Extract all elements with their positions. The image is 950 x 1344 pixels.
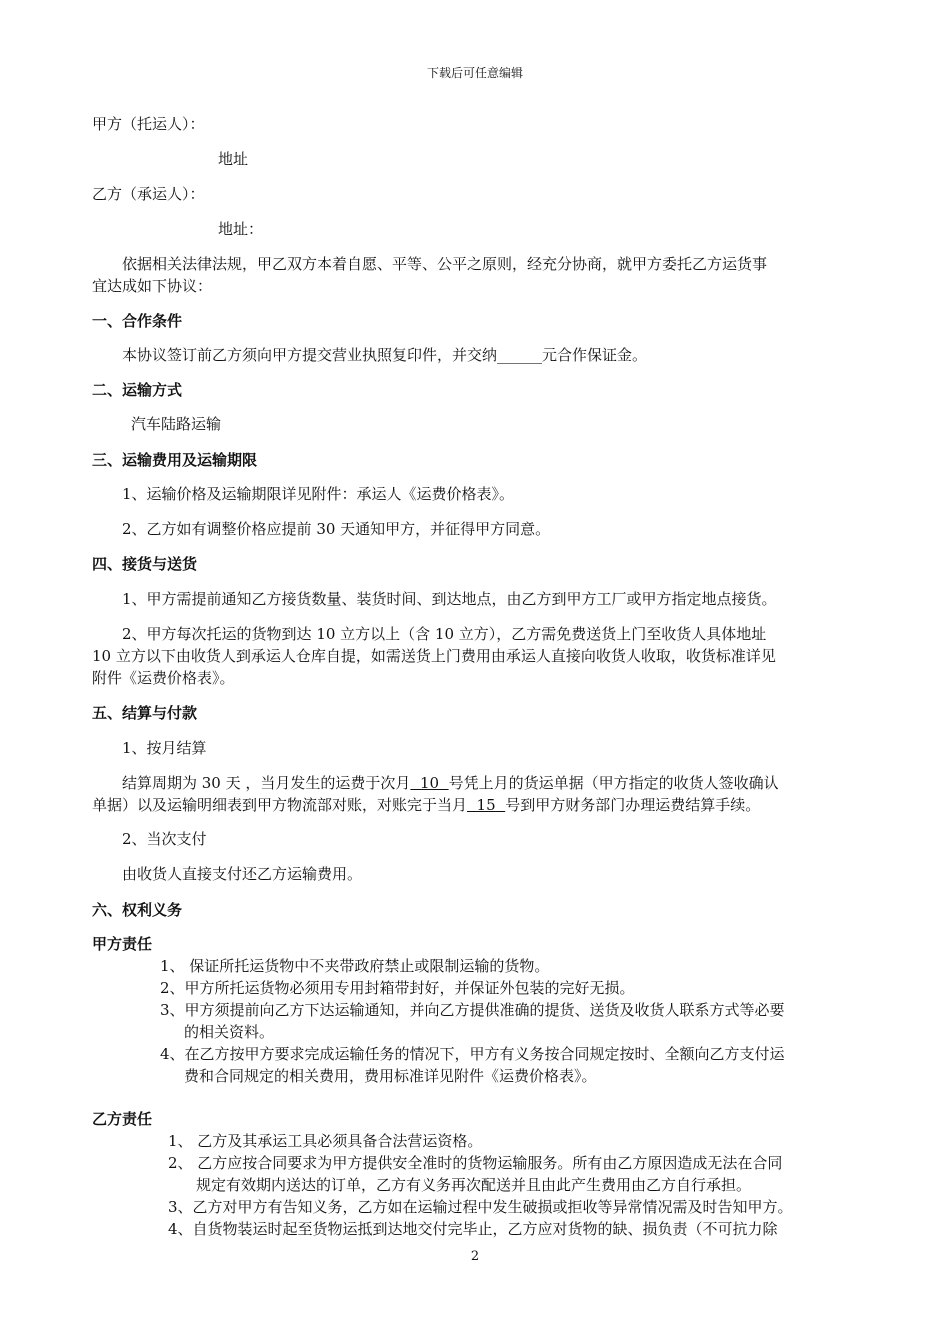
section-4-title: 四、接货与送货 — [92, 555, 198, 573]
party-a-resp-item-3-line-1: 3、甲方须提前向乙方下达运输通知，并向乙方提供准确的提货、送货及收货人联系方式等必要 — [160, 1001, 785, 1019]
section-4-item-2-line-1: 2、甲方每次托运的货物到达 10 立方以上（含 10 立方），乙方需免费送货上门至收货人具体地址 — [122, 625, 767, 643]
party-b-label: 乙方（承运人）： — [92, 185, 205, 203]
section-5-item-2: 2、当次支付 — [122, 830, 207, 848]
section-3-item-1: 1、运输价格及运输期限详见附件：承运人《运费价格表》。 — [122, 485, 515, 503]
party-b-resp-item-2-line-2: 规定有效期内送达的订单，乙方有义务再次配送并且由此产生费用由乙方自行承担。 — [196, 1176, 752, 1194]
section-2-title: 二、运输方式 — [92, 381, 183, 399]
section-3-item-2: 2、乙方如有调整价格应提前 30 天通知甲方，并征得甲方同意。 — [122, 520, 551, 538]
deposit-blank: ______ — [497, 346, 543, 364]
section-1-title: 一、合作条件 — [92, 312, 183, 330]
section-4-item-2-line-3: 附件《运费价格表》。 — [92, 669, 235, 687]
party-b-address: 地址： — [218, 220, 264, 238]
section-5-text: 由收货人直接支付还乙方运输费用。 — [122, 865, 363, 883]
page-number: 2 — [470, 1249, 480, 1264]
section-1-text: 本协议签订前乙方须向甲方提交营业执照复印件，并交纳______元合作保证金。 — [122, 346, 648, 364]
section-3-title: 三、运输费用及运输期限 — [92, 451, 258, 469]
intro-line-2: 宜达成如下协议： — [92, 277, 213, 295]
section-4-item-1: 1、甲方需提前通知乙方接货数量、装货时间、到达地点，由乙方到甲方工厂或甲方指定地点接货。 — [122, 590, 777, 608]
section-5-para-line-2: 单据）以及运输明细表到甲方物流部对账，对账完于当月 15 号到甲方财务部门办理运费结算手续。 — [92, 796, 761, 814]
section-4-item-2-line-2: 10 立方以下由收货人到承运人仓库自提，如需送货上门费用由承运人直接向收货人收取，收货标准详见 — [92, 647, 776, 665]
party-a-address: 地址 — [218, 150, 249, 168]
party-b-resp-item-3: 3、乙方对甲方有告知义务，乙方如在运输过程中发生破损或拒收等异常情况需及时告知甲方。 — [168, 1198, 793, 1216]
party-a-resp-item-2: 2、甲方所托运货物必须用专用封箱带封好，并保证外包装的完好无损。 — [160, 979, 635, 997]
party-b-resp-item-4: 4、自货物装运时起至货物运抵到达地交付完毕止，乙方应对货物的缺、损负责（不可抗力除 — [168, 1220, 778, 1238]
party-a-resp-item-3-line-2: 的相关资料。 — [184, 1023, 275, 1041]
party-a-resp-item-4-line-2: 费和合同规定的相关费用，费用标准详见附件《运费价格表》。 — [184, 1067, 597, 1085]
header-note: 下载后可任意编辑 — [426, 66, 523, 80]
section-5-para-line-1: 结算周期为 30 天 ，当月发生的运费于次月 10 号凭上月的货运单据（甲方指定的收货人签收确认 — [122, 774, 779, 792]
section-5-item-1: 1、按月结算 — [122, 739, 207, 757]
party-b-resp-item-1: 1、 乙方及其承运工具必须具备合法营运资格。 — [168, 1132, 483, 1150]
party-a-resp-title: 甲方责任 — [92, 935, 153, 953]
settlement-day-2: 15 — [467, 796, 506, 814]
party-b-resp-item-2-line-1: 2、 乙方应按合同要求为甲方提供安全准时的货物运输服务。所有由乙方原因造成无法在合同 — [168, 1154, 783, 1172]
intro-line-1: 依据相关法律法规，甲乙双方本着自愿、平等、公平之原则，经充分协商，就甲方委托乙方运货事 — [122, 255, 768, 273]
party-a-resp-item-4-line-1: 4、在乙方按甲方要求完成运输任务的情况下，甲方有义务按合同规定按时、全额向乙方支付运 — [160, 1045, 785, 1063]
section-6-title: 六、权利义务 — [92, 901, 183, 919]
settlement-day-1: 10 — [410, 774, 449, 792]
party-b-resp-title: 乙方责任 — [92, 1110, 153, 1128]
party-a-label: 甲方（托运人）： — [92, 115, 205, 133]
section-2-text: 汽车陆路运输 — [131, 415, 222, 433]
section-5-title: 五、结算与付款 — [92, 704, 198, 722]
party-a-resp-item-1: 1、 保证所托运货物中不夹带政府禁止或限制运输的货物。 — [160, 957, 550, 975]
